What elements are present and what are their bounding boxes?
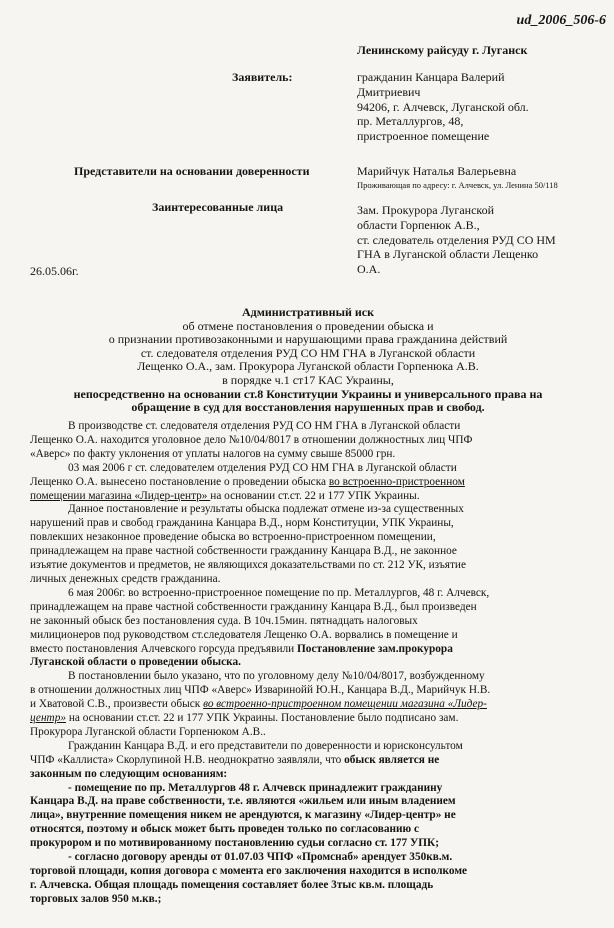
applicant-line: Дмитриевич	[357, 84, 421, 99]
applicant-line: 94206, г. Алчевск, Луганской обл.	[357, 99, 529, 114]
document-id: ud_2006_506-6	[516, 13, 606, 28]
applicant-label: Заявитель:	[232, 70, 293, 84]
body-line: В постановлении было указано, что по уголовному делу №10/04/8017, возбужденному	[68, 670, 485, 683]
body-line: повлекших незаконное проведение обыска во встроенно-пристроенном помещении,	[30, 531, 436, 544]
body-line: В производстве ст. следователя отделения РУД СО НМ ГНА в Луганской области	[68, 420, 461, 432]
claim-heading	[30, 306, 586, 415]
body-line: вместо постановления Алчевского горсуда предъявили Постановление зам.прокурора	[30, 642, 453, 655]
bullet-line: прокурором и по мотивированному постановлению судьи согласно ст. 177 УПК;	[30, 837, 439, 850]
body-line: Данное постановление и результаты обыска подлежат отмене из-за существенных	[68, 503, 464, 516]
interested-label: Заинтересованные лица	[152, 200, 284, 214]
claim-body	[30, 420, 586, 907]
bullet-line: - помещение по пр. Металлургов 48 г. Алчевск принадлежит гражданину	[68, 781, 443, 794]
document-date: 26.05.06г.	[30, 264, 79, 278]
body-line: милиционеров под руководством ст.следователя Лещенко О.А. ворвались в помещение и	[30, 628, 458, 641]
claim-title: Административный иск	[241, 305, 375, 319]
body-line: 03 мая 2006 г ст. следователем отделения РУД СО НМ ГНА в Луганской области	[68, 461, 457, 474]
body-line: «Аверс» по факту уклонения от уплаты налогов на сумму свыше 85000 грн.	[30, 447, 396, 460]
body-line: принадлежащем на праве частной собственности гражданину Канцара В.Д., был произведен	[30, 600, 477, 613]
interested-line: ст. следователь отделения РУД СО НМ	[357, 232, 556, 247]
bullet-line: относятся, поэтому и обыск может быть проведен только по согласованию с	[30, 823, 419, 836]
basis-line: обращение в суд для восстановления нарушенных прав и свобод.	[131, 400, 485, 415]
heading-line: ст. следователя отделения РУД СО НМ ГНА в Луганской области	[140, 345, 476, 360]
bullet-line: г. Алчевска. Общая площадь помещения составляет более 3тыс кв.м. площадь	[30, 878, 434, 891]
bullet-line: Канцара В.Д. на праве собственности, т.е. являются «жильем или иным владением	[30, 795, 456, 808]
body-line: Лещенко О.А. вынесено постановление о проведении обыска во встроенно-пристроенном	[30, 475, 465, 488]
representative-name: Марийчук Наталья Валерьевна	[357, 164, 517, 178]
body-line: ЧПФ «Каллиста» Скорлупиной Н.В. неоднократно заявляли, что обыск является не	[30, 753, 440, 766]
body-line: 6 мая 2006г. во встроенно-пристроенное помещение по пр. Металлургов, 48 г. Алчевск,	[68, 586, 490, 599]
body-line: Гражданин Канцара В.Д. и его представители по доверенности и юрисконсультом	[68, 739, 463, 752]
body-line: Луганской области о проведении обыска.	[30, 656, 241, 669]
interested-block	[357, 203, 556, 277]
heading-line: об отмене постановления о проведении обыска и	[182, 318, 434, 333]
body-line: принадлежащем на праве частной собственности гражданину Канцара В.Д., не законное	[30, 545, 457, 558]
applicant-line: гражданин Канцара Валерий	[357, 70, 505, 84]
body-line: личных денежных средств гражданина.	[30, 572, 221, 585]
body-line: Прокурора Луганской области Горпенюком А.В..	[30, 725, 266, 738]
heading-line: в порядке ч.1 ст17 КАС Украины,	[222, 372, 394, 387]
basis-line: непосредственно на основании ст.8 Конституции Украины и универсального права на	[73, 386, 543, 401]
body-line: в отношении должностных лиц ЧПФ «Аверс» Изваринойй Ю.Н., Канцара В.Д., Марийчук Н.В.	[30, 684, 491, 697]
heading-line: Лещенко О.А., зам. Прокурора Луганской области Горпенюка А.В.	[137, 359, 479, 374]
body-line: нарушений прав и свобод гражданина Канцара В.Д., норм Конституции, УПК Украины,	[30, 517, 454, 530]
bullet-line: торговой площади, копия договора с момента его заключения находится в исполкоме	[30, 865, 468, 877]
applicant-line: пристроенное помещение	[357, 129, 490, 144]
bullet-line: торговых залов 950 м.кв.;	[30, 892, 162, 905]
body-line: центр» на основании ст.ст. 22 и 177 УПК Украины. Постановление было подписано зам.	[30, 712, 459, 725]
interested-line: О.А.	[357, 262, 381, 277]
body-line: Лещенко О.А. находится уголовное дело №10/04/8017 в отношении должностных лиц ЧПФ	[30, 433, 473, 446]
interested-line: ГНА в Луганской области Лещенко	[357, 247, 539, 262]
interested-line: Зам. Прокурора Луганской	[357, 203, 495, 217]
applicant-line: пр. Металлургов, 48,	[357, 114, 464, 129]
interested-line: области Горпенюк А.В.,	[357, 217, 480, 232]
heading-line: о признании противозаконными и нарушающими права гражданина действий	[108, 332, 508, 347]
body-line: помещении магазина «Лидер-центр» на основании ст.ст. 22 и 177 УПК Украины.	[30, 489, 420, 502]
body-line: не законный обыск без постановления суда. В 10ч.15мин. пятнадцать налоговых	[30, 614, 418, 627]
representative-address: Проживающая по адресу: г. Алчевск, ул. Ленина 50/118	[357, 180, 558, 190]
bullet-line: - согласно договору аренды от 01.07.03 ЧПФ «Промснаб» арендует 350кв.м.	[68, 851, 453, 864]
body-line: законным по следующим основаниям:	[30, 767, 228, 780]
court-addressee: Ленинскому райсуду г. Луганск	[357, 43, 528, 57]
applicant-block	[357, 70, 529, 144]
body-line: изъятие документов и предметов, не являющихся доказательствами по ст. 212 УК, изъятие	[30, 559, 466, 572]
representative-label: Представители на основании доверенности	[74, 164, 310, 178]
bullet-line: лица», внутренние помещения никем не арендуются, к магазину «Лидер-центр» не	[30, 809, 456, 822]
body-line: и Хватовой С.В., произвести обыск во встроенно-пристроенном помещении магазина «Лидер-	[30, 698, 487, 711]
